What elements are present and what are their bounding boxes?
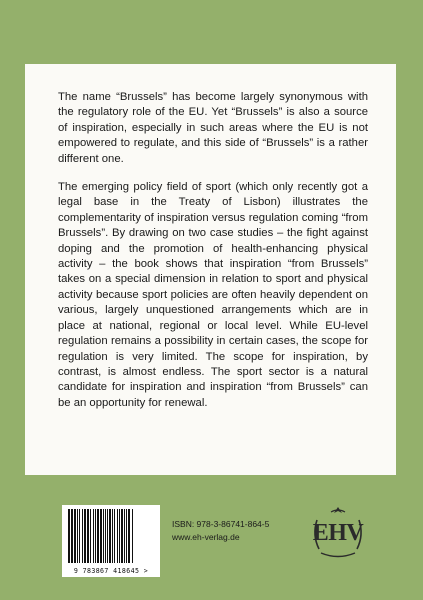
barcode-bar (132, 509, 133, 563)
barcode-bar (100, 509, 102, 563)
barcode-bar (114, 509, 115, 563)
blurb-paragraph-2: The emerging policy field of sport (which only recently got a legal base in the Treaty of Lisbon) illustrates the complementarity of inspiration versus regulation coming “from Brussels”. By drawing on two case studies – the fight against doping and the promotion of health-enhancing physical activity – the book shows that inspiration “from Brussels” takes on a special dimension in relation to sport and physical activity because sport policies are often heavily dependent on various, largely unquestioned arrangements which are in place at national, regional or local level. While EU-level regulation remains a possibility in certain cases, the scope for regulation is very limited. The scope for inspiration, by contrast, is almost endless. The sport sector is a natural candidate for inspiration and inspiration “from Brussels” can be an opportunity for renewal. (58, 181, 368, 409)
barcode-bar (87, 509, 89, 563)
logo-text: EHV (312, 520, 364, 546)
barcode-bar (119, 509, 120, 563)
barcode-bar (109, 509, 111, 563)
blurb (58, 90, 368, 424)
barcode-bar (124, 509, 125, 563)
barcode-digits: 9 783867 418645 > (73, 567, 149, 575)
barcode-bar (117, 509, 118, 563)
barcode-bars (62, 505, 160, 567)
barcode-bar (95, 509, 96, 563)
barcode-bar (128, 509, 130, 563)
publisher-url: www.eh-verlag.de (172, 532, 240, 542)
barcode-bar (97, 509, 99, 563)
barcode-bar (121, 509, 123, 563)
blurb-paragraph-1: The name “Brussels” has become largely synonymous with the regulatory role of the EU. Yet “Brussels” is also a source of inspiration, especially in such areas where the EU is not empowered to regulate, and this side of “Brussels” is a rather different one. (58, 91, 368, 165)
isbn-text: ISBN: 978-3-86741-864-5 (172, 519, 270, 529)
barcode-bar (68, 509, 70, 563)
barcode-bar (90, 509, 91, 563)
barcode-bar (112, 509, 113, 563)
barcode-bar (77, 509, 78, 563)
barcode-bar (105, 509, 106, 563)
barcode-bar (103, 509, 104, 563)
barcode-bar (71, 509, 73, 563)
barcode-bar (84, 509, 86, 563)
publisher-logo (307, 503, 369, 565)
barcode-bar (107, 509, 108, 563)
barcode-bar (93, 509, 94, 563)
barcode (62, 505, 160, 577)
barcode-bar (82, 509, 83, 563)
barcode-bar (126, 509, 127, 563)
barcode-bar (79, 509, 80, 563)
barcode-bar (74, 509, 76, 563)
